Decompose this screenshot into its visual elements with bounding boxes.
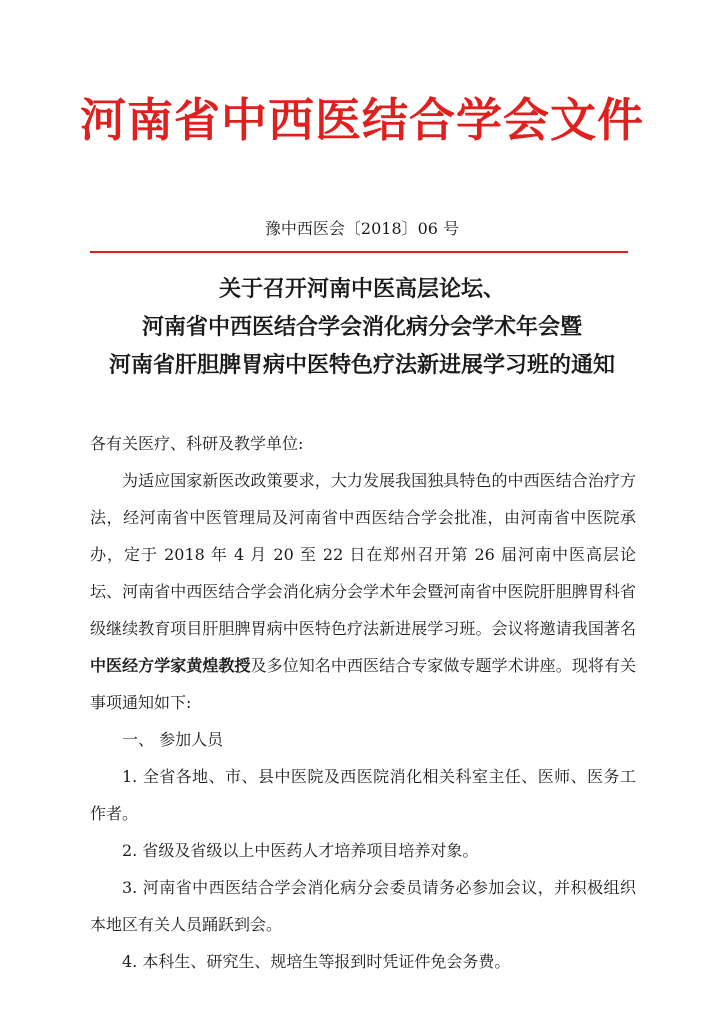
section-title-participants: 一、 参加人员 [122, 730, 224, 749]
document-number: 豫中西医会〔2018〕06 号 [264, 219, 460, 238]
notice-title-line-2: 河南省中西医结合学会消化病分会学术年会暨 [141, 314, 582, 340]
org-header-title: 河南省中西医结合学会文件 [80, 93, 644, 147]
list-item: 2. 省级及省级以上中医药人才培养项目培养对象。 [122, 841, 479, 860]
intro-text-part-1: 为适应国家新医改政策要求，大力发展我国独具特色的中西医结合治疗方法，经河南省中医管理局及河南省中西医结合学会批准，由河南省中医院承办，定于 2018 年 4 月 20 至 22 日在郑州召开第 26 届河南中医高层论坛、河南省中西医结合学会消化病分会学术年会暨河南省中医院肝胆脾胃科省级继续教育项目肝胆脾胃病中医特色疗法新进展学习班。会议将邀请我国著名 [90, 471, 636, 638]
list-item: 3. 河南省中西医结合学会消化病分会委员请务必参加会议，并积极组织本地区有关人员踊跃到会。 [90, 878, 636, 934]
notice-title-line-1: 关于召开河南中医高层论坛、 [218, 276, 505, 302]
list-item: 4. 本科生、研究生、规培生等报到时凭证件免会务费。 [122, 952, 511, 971]
notice-body [90, 425, 636, 980]
notice-title-line-3: 河南省肝胆脾胃病中医特色疗法新进展学习班的通知 [108, 352, 615, 378]
intro-text-part-2: 及多位知名中西医结合专家做专题学术讲座。现将有关事项通知如下: [90, 656, 636, 712]
salutation: 各有关医疗、科研及教学单位: [90, 434, 304, 453]
intro-paragraph [90, 462, 636, 721]
header-red-rule [90, 251, 628, 253]
intro-bold-text: 中医经方学家黄煌教授 [90, 656, 251, 675]
notice-title [0, 270, 724, 384]
list-item: 1. 全省各地、市、县中医院及西医院消化相关科室主任、医师、医务工作者。 [90, 767, 636, 823]
